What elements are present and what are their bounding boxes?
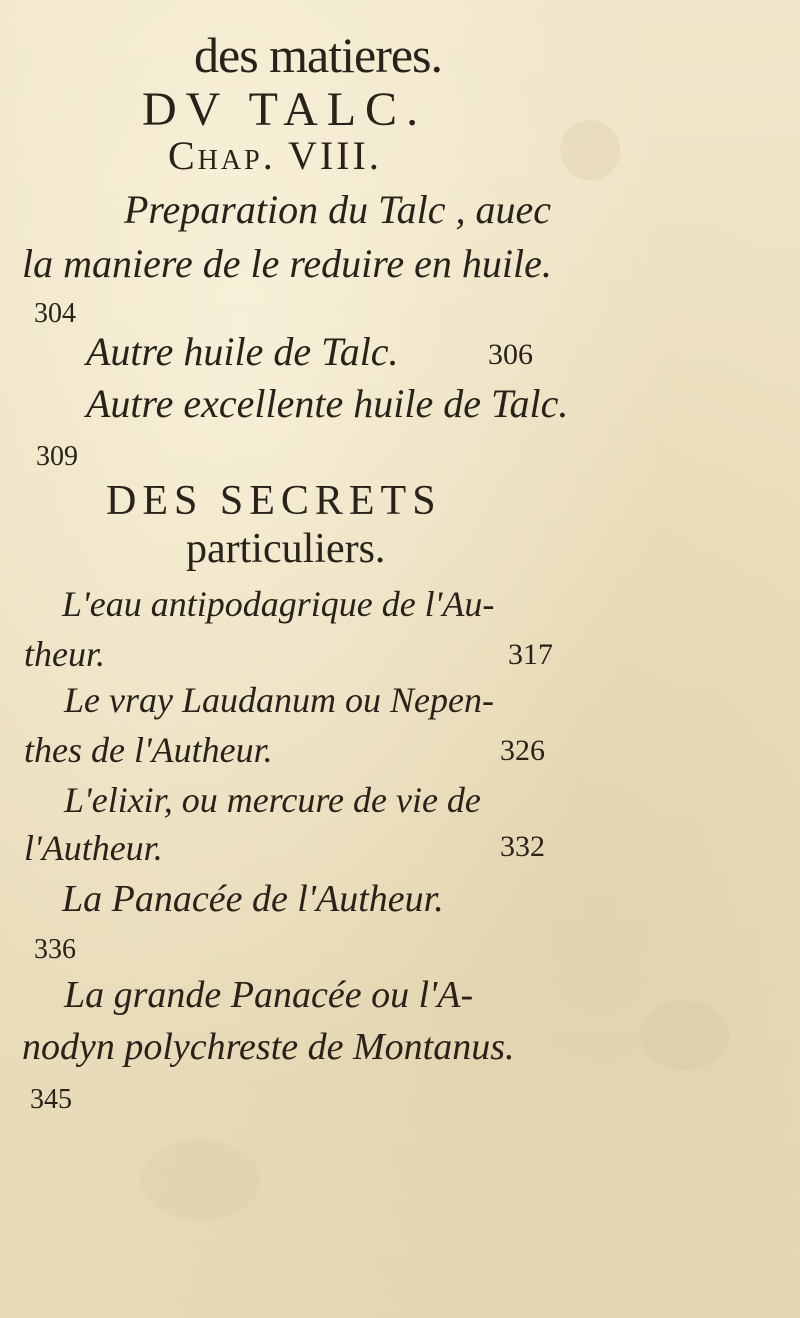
page-number: 345	[30, 1084, 72, 1115]
index-entry-line: L'eau antipodagrique de l'Au-	[62, 584, 495, 624]
section-heading-talc: DV TALC.	[142, 83, 428, 136]
section-heading-secrets: DES SECRETS	[106, 478, 442, 524]
index-entry-line: la maniere de le reduire en huile.	[22, 241, 552, 286]
page-number: 332	[500, 830, 545, 863]
index-entry-line: La Panacée de l'Autheur.	[62, 878, 444, 920]
page-number: 326	[500, 734, 545, 767]
section-heading-secrets-line2: particuliers.	[186, 526, 386, 572]
index-entry-line: Le vray Laudanum ou Nepen-	[64, 680, 494, 720]
page-number: 336	[34, 934, 76, 965]
paper-stain	[560, 120, 620, 180]
index-entry-line: Autre excellente huile de Talc.	[86, 381, 569, 426]
chapter-label: Chap. VIII.	[168, 133, 382, 178]
page-number: 306	[488, 338, 533, 371]
page-number: 309	[36, 441, 78, 472]
index-entry-line: L'elixir, ou mercure de vie de	[64, 780, 481, 820]
page-number: 304	[34, 298, 76, 329]
index-entry-line: La grande Panacée ou l'A-	[64, 974, 474, 1016]
index-entry-line: l'Autheur.	[24, 828, 163, 868]
paper-stain	[140, 1140, 260, 1220]
running-head: des matieres.	[194, 27, 443, 83]
index-entry-line: thes de l'Autheur.	[24, 730, 273, 770]
index-entry-line: Preparation du Talc , auec	[124, 187, 552, 232]
index-entry-line: theur.	[24, 634, 105, 674]
index-entry-line: Autre huile de Talc.	[86, 329, 399, 374]
paper-stain	[640, 1000, 730, 1070]
page-number: 317	[508, 638, 553, 671]
index-entry-line: nodyn polychreste de Montanus.	[22, 1026, 515, 1068]
